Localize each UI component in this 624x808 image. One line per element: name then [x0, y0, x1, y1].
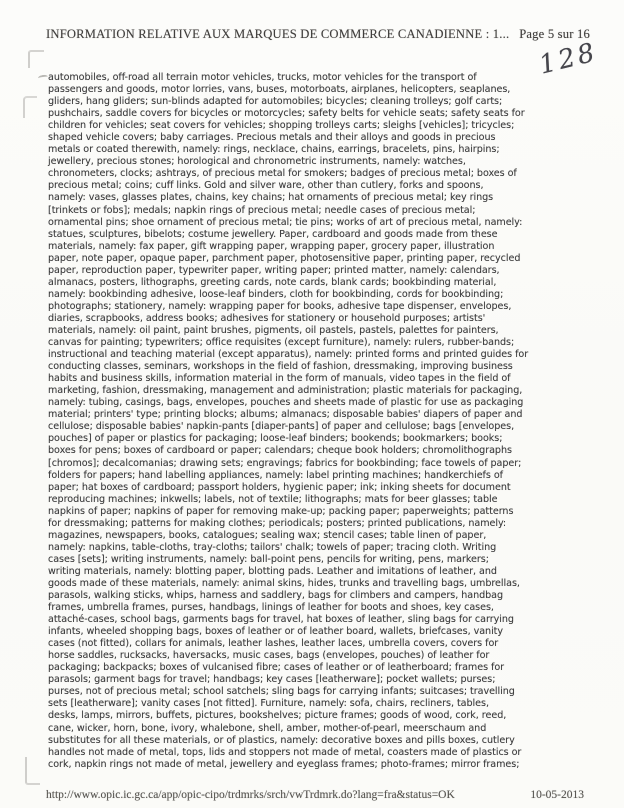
- body-text-line: namely: napkins, table-cloths, tray-cloths; tailors' chalk; towels of paper; tracing cloth. Writing: [48, 541, 497, 553]
- body-text-line: shaped vehicle covers; baby carriages. Precious metals and their alloys and goods in precious: [48, 132, 496, 144]
- body-text-line: parasols, walking sticks, whips, harness and saddlery, bags for climbers and campers, handbag: [48, 590, 504, 602]
- body-text-line: magazines, newspapers, books, catalogues; sealing wax; stencil cases; table linen of paper,: [48, 529, 487, 541]
- body-text-line: reproducing machines; inkwells; labels, not of textile; lithographs; mats for beer glasses; table: [48, 493, 498, 505]
- body-text-line: parasols; garment bags for travel; handbags; key cases [leatherware]; pocket wallets; purses;: [48, 674, 496, 686]
- footer-source-url: http://www.opic.ic.gc.ca/app/opic-cipo/trdmrks/srch/vwTrdmrk.do?lang=fra&status=OK: [46, 789, 455, 801]
- document-body-text: [48, 72, 600, 771]
- body-text-line: passengers and goods, motor lorries, vans, buses, motorboats, airplanes, helicopters, seaplanes,: [48, 84, 511, 96]
- body-text-line: ornamental pins; shoe ornament of precious metal; tie pins; works of art of precious metal, namely:: [48, 216, 523, 228]
- body-text-line: napkins of paper; napkins of paper for removing make-up; packing paper; paperweights; patterns: [48, 505, 514, 517]
- footer-print-date: 10-05-2013: [530, 789, 584, 801]
- body-text-line: infants, wheeled shopping bags, boxes of leather or of leather board, wallets, briefcases, vanity: [48, 626, 504, 638]
- body-text-line: photographs; stationery, namely: wrapping paper for books, adhesive tape dispenser, envelopes,: [48, 300, 512, 312]
- body-text-line: namely: bookbinding adhesive, loose-leaf binders, cloth for bookbinding, cords for bookbinding;: [48, 288, 504, 300]
- scan-corner-mark-bottom: [25, 757, 40, 785]
- body-text-line: substitutes for all these materials, or of plastics, namely: decorative boxes and pills boxes, cutlery: [48, 734, 515, 746]
- body-text-line: namely: vases, glasses plates, chains, key chains; hat ornaments of precious metal; key rings: [48, 192, 494, 204]
- page-footer: [46, 789, 594, 801]
- body-text-line: [trinkets or fobs]; medals; napkin rings of precious metal; needle cases of precious metal;: [48, 204, 476, 216]
- body-text-line: cellulose; disposable babies' napkin-pants [diaper-pants] of paper and cellulose; bags [envelopes,: [48, 421, 515, 433]
- scan-corner-mark-middle: [23, 96, 37, 118]
- body-text-line: cases [sets]; writing instruments, namely: ball-point pens, pencils for writing, pens, markers;: [48, 553, 489, 565]
- body-text-line: canvas for painting; typewriters; office requisites (except furniture), namely: rulers, rubber-bands;: [48, 337, 515, 349]
- body-text-line: materials, namely: oil paint, paint brushes, pigments, oil pastels, pastels, palettes for painters,: [48, 324, 499, 336]
- body-text-line: chronometers, clocks; ashtrays, of precious metal for smokers; badges of precious metal; boxes of: [48, 168, 517, 180]
- body-text-line: namely: tubing, casings, bags, envelopes, pouches and sheets made of plastic for use as packaging: [48, 397, 524, 409]
- handwritten-page-number: 128: [536, 37, 601, 81]
- body-text-line: for dressmaking; patterns for making clothes; periodicals; posters; printed publications, namely:: [48, 517, 507, 529]
- scan-stray-mark: [38, 74, 49, 80]
- body-text-line: purses, not of precious metal; school satchels; sling bags for carrying infants; suitcases; travelling: [48, 686, 515, 698]
- body-text-line: precious metal; coins; cuff links. Gold and silver ware, other than cutlery, forks and spoons,: [48, 180, 484, 192]
- body-text-line: cases (not fitted), collars for animals, leather lashes, leather laces, umbrella covers, covers for: [48, 638, 499, 650]
- body-text-line: frames, umbrella frames, purses, handbags, linings of leather for boots and shoes, key cases,: [48, 602, 494, 614]
- body-text-line: marketing, fashion, dressmaking, management and administration; plastic materials for packaging,: [48, 385, 523, 397]
- body-text-line: diaries, scrapbooks, address books; adhesives for stationery or household purposes; artists': [48, 312, 486, 324]
- body-text-line: cork, napkin rings not made of metal, jewellery and eyeglass frames; photo-frames; mirror frames;: [48, 758, 520, 770]
- body-text-line: statues, sculptures, bibelots; costume jewellery. Paper, cardboard and goods made from these: [48, 228, 498, 240]
- body-text-line: paper; hat boxes of cardboard; passport holders, hygienic paper; ink; inking sheets for document: [48, 481, 511, 493]
- body-text-line: materials, namely: fax paper, gift wrapping paper, wrapping paper, grocery paper, illustration: [48, 240, 495, 252]
- scan-corner-mark-top: [28, 50, 44, 68]
- body-text-line: automobiles, off-road all terrain motor vehicles, trucks, motor vehicles for the transport of: [48, 72, 477, 83]
- body-text-line: packaging; backpacks; boxes of vulcanised fibre; cases of leather or of leatherboard; frames for: [48, 662, 505, 674]
- body-text-line: pouches] of paper or plastics for packaging; loose-leaf binders; bookends; bookmarkers; books;: [48, 433, 503, 445]
- body-text-line: [chromos]; decalcomanias; drawing sets; engravings; fabrics for bookbinding; face towels of paper;: [48, 457, 522, 469]
- body-text-line: almanacs, posters, lithographs, greeting cards, note cards, blank cards; bookbinding material,: [48, 276, 497, 288]
- body-text-line: boxes for pens; boxes of cardboard or paper; calendars; cheque book holders; chromolithographs: [48, 445, 512, 457]
- body-text-line: habits and business skills, information material in the form of manuals, video tapes in the field of: [48, 373, 511, 385]
- body-text-line: attaché-cases, school bags, garments bags for travel, hat boxes of leather, sling bags for carrying: [48, 614, 514, 626]
- body-text-line: handles not made of metal, tops, lids and stoppers not made of metal, coasters made of plastics or: [48, 746, 522, 758]
- body-text-line: paper, reproduction paper, typewriter paper, writing paper; printed matter, namely: calendars,: [48, 264, 500, 276]
- body-text-line: paper, note paper, opaque paper, parchment paper, photosensitive paper, printing paper, recycled: [48, 252, 521, 264]
- body-text-line: goods made of these materials, namely: animal skins, hides, trunks and travelling bags, umbrellas,: [48, 577, 520, 589]
- body-text-line: instructional and teaching material (except apparatus), namely: printed forms and printed guides for: [48, 349, 529, 361]
- body-text-line: jewellery, precious stones; horological and chronometric instruments, namely: watches,: [48, 156, 466, 168]
- body-text-line: writing materials, namely: blotting paper, blotting pads. Leather and imitations of leather, and: [48, 565, 497, 577]
- body-text-line: metals or coated therewith, namely: rings, necklace, chains, earrings, bracelets, pins, hairpins;: [48, 144, 500, 156]
- body-text-line: gliders, hang gliders; sun-blinds adapted for automobiles; bicycles; cleaning trolleys; golf carts;: [48, 96, 503, 108]
- body-text-line: horse saddles, rucksacks, haversacks, music cases, bags (envelopes, pouches) of leather for: [48, 650, 490, 662]
- body-text-line: conducting classes, seminars, workshops in the field of fashion, dressmaking, improving business: [48, 361, 513, 373]
- body-text-line: sets [leatherware]; vanity cases [not fitted]. Furniture, namely: sofa, chairs, recliners, tables,: [48, 698, 489, 710]
- body-text-line: folders for papers; hand labelling appliances, namely: label printing machines; handkerchiefs of: [48, 469, 503, 481]
- body-text-line: pushchairs, saddle covers for bicycles or motorcycles; safety belts for vehicle seats; safety seats for: [48, 108, 525, 120]
- body-text-line: children for vehicles; seat covers for vehicles; shopping trolleys carts; sleighs [vehicles]; tricycles;: [48, 120, 515, 132]
- body-text-line: desks, lamps, mirrors, buffets, pictures, bookshelves; picture frames; goods of wood, cork, reed,: [48, 710, 507, 722]
- body-text-line: material; printers' type; printing blocks; albums; almanacs; disposable babies' diapers of paper and: [48, 409, 523, 421]
- document-title: INFORMATION RELATIVE AUX MARQUES DE COMMERCE CANADIENNE : 1...: [46, 27, 510, 41]
- page-header: [46, 27, 590, 42]
- body-text-line: cane, wicker, horn, bone, ivory, whalebone, shell, amber, mother-of-pearl, meerschaum and: [48, 722, 487, 734]
- page-indicator: Page 5 sur 16: [519, 27, 590, 41]
